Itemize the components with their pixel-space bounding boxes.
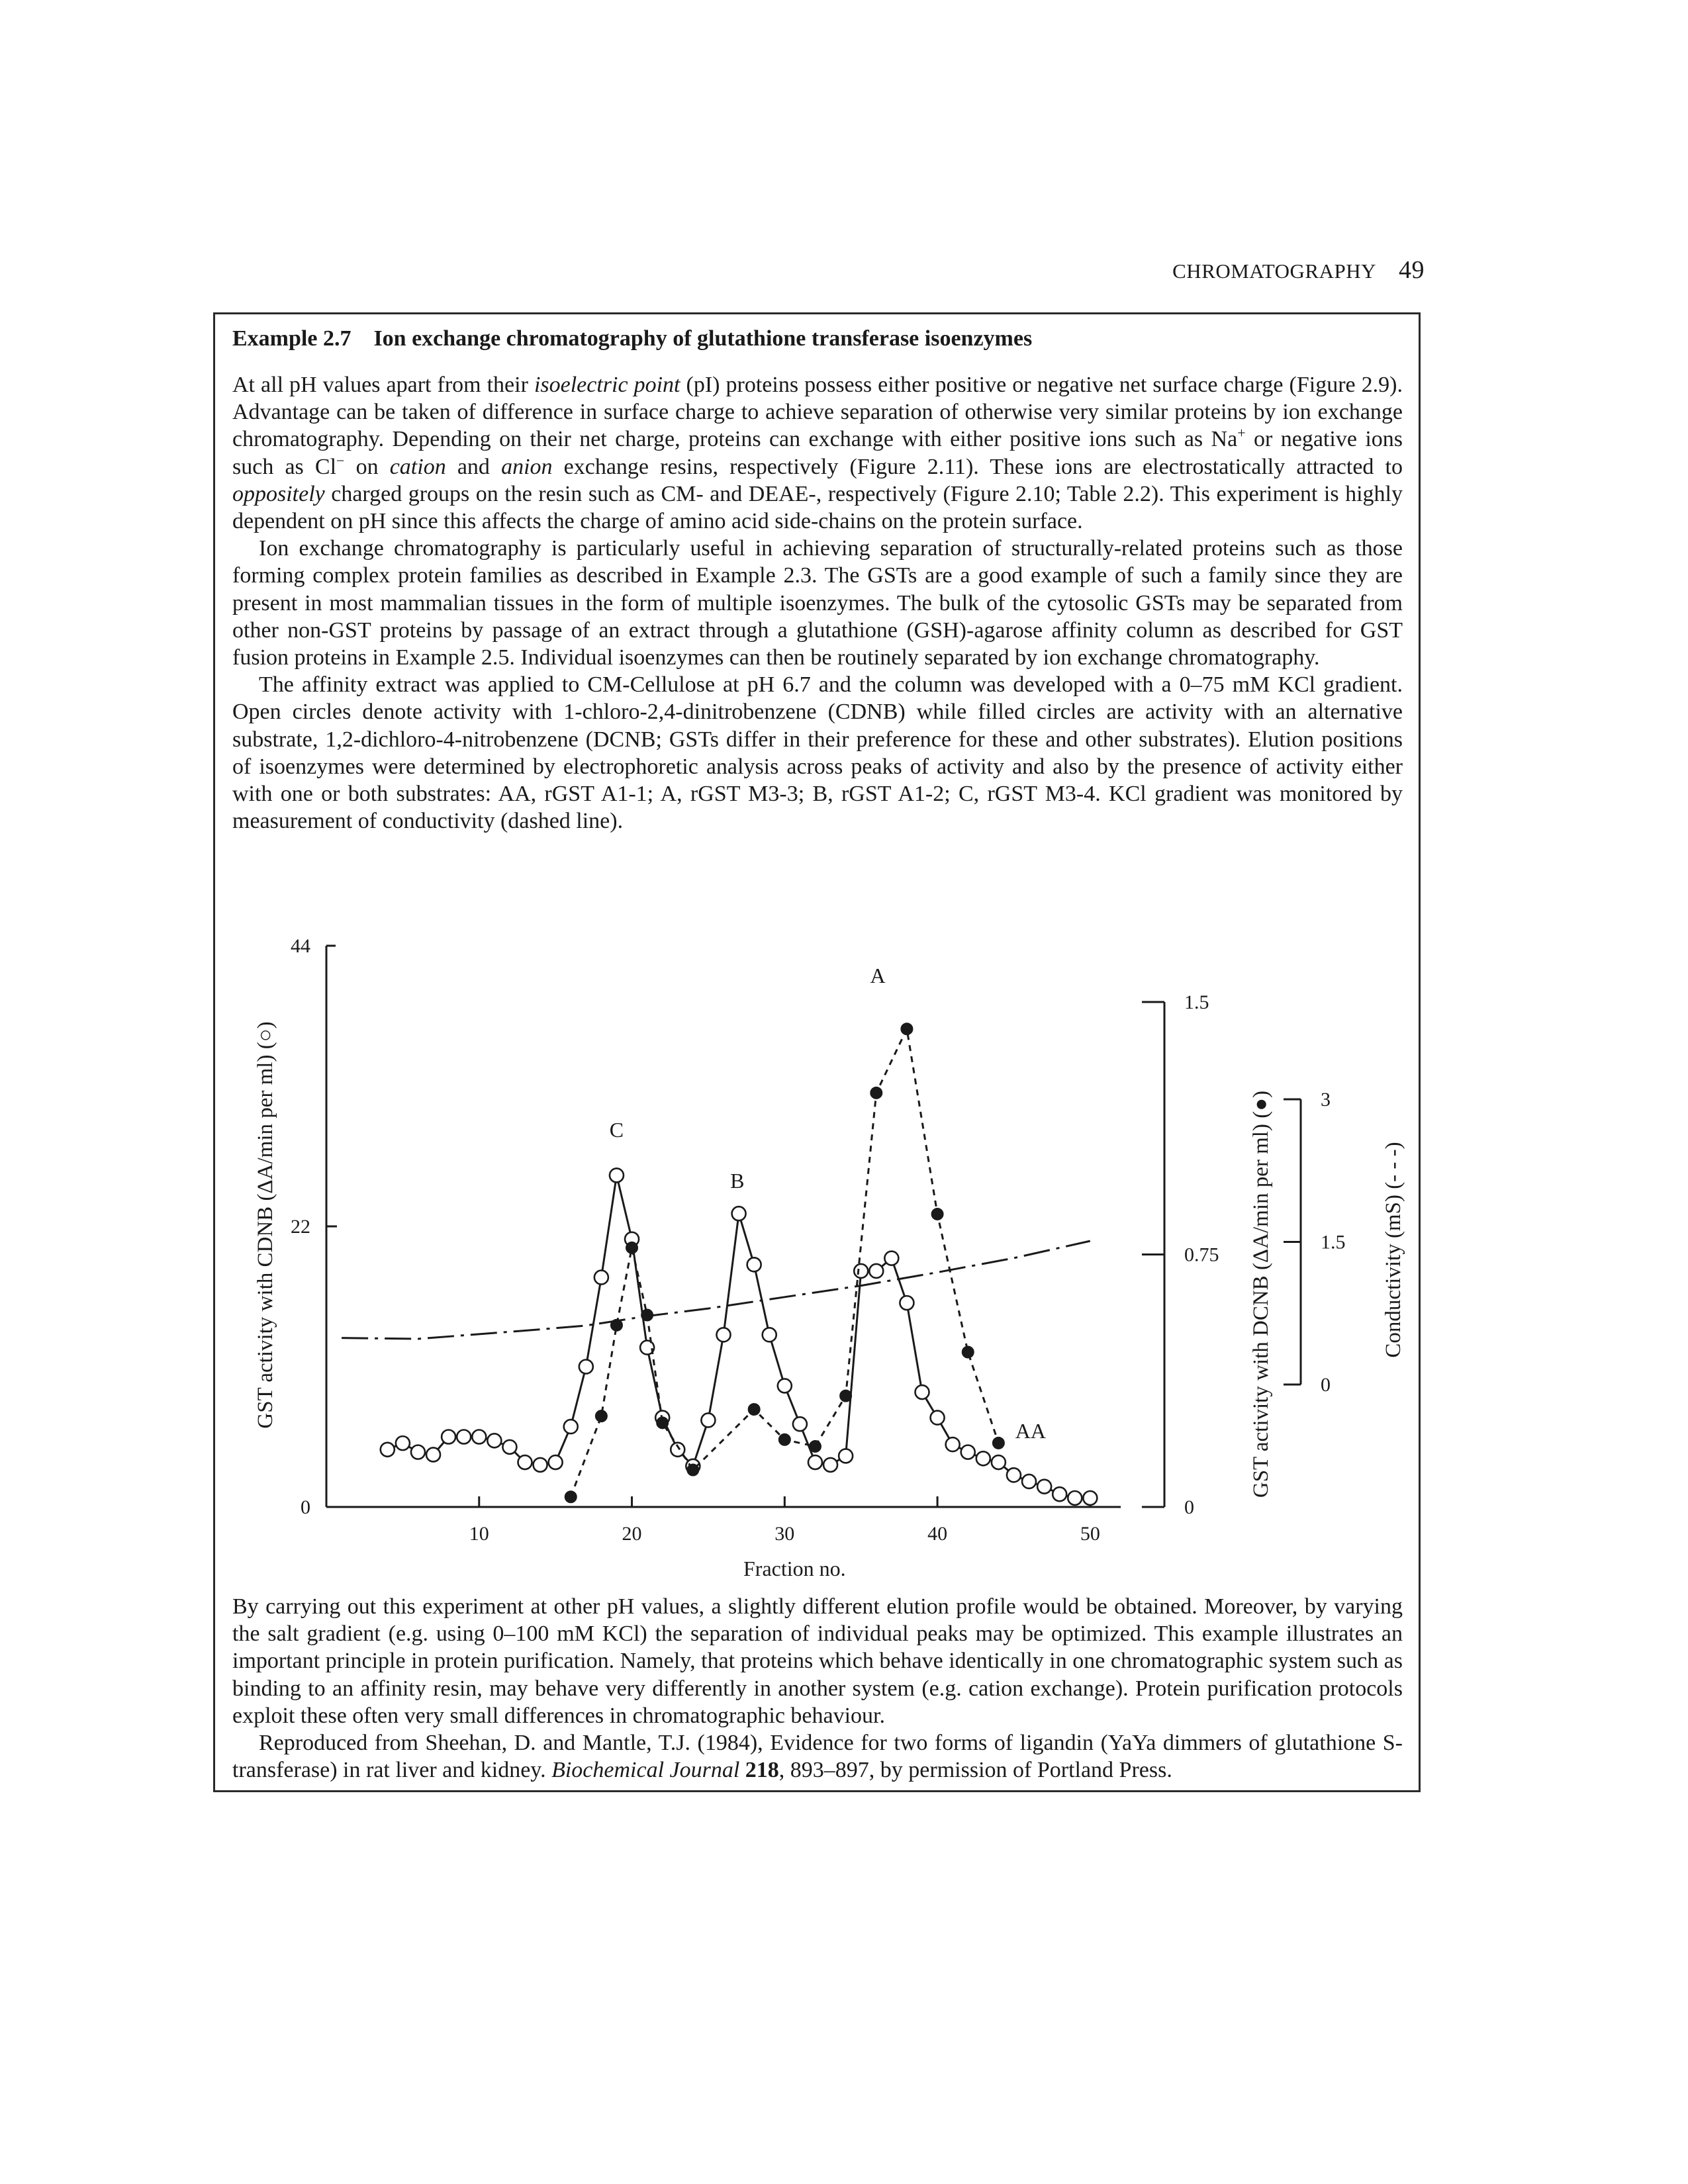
cdnb-open-point: [381, 1443, 395, 1457]
cdnb-open-point: [946, 1437, 960, 1451]
cdnb-open-point: [518, 1455, 532, 1469]
dcnb-filled-point: [809, 1440, 821, 1452]
cdnb-open-point: [411, 1445, 425, 1459]
cdnb-open-point: [457, 1430, 471, 1444]
left-y-tick-label: 44: [291, 935, 310, 957]
cdnb-open-point: [839, 1449, 853, 1463]
right-y-axis-label: GST activity with DCNB (ΔA/min per ml) (●): [1249, 1090, 1273, 1498]
cdnb-open-point: [594, 1271, 608, 1285]
cdnb-open-point: [778, 1379, 792, 1392]
dcnb-filled-point: [962, 1346, 974, 1358]
paragraph: Reproduced from Sheehan, D. and Mantle, T.J. (1984), Evidence for two forms of ligandin (YaYa dimmers of glutathione S-transferase) in rat liver and kidney. Biochemical Journal 218, 893–897, by permission of Portland Press.: [232, 1731, 1403, 1783]
cdnb-open-point: [534, 1458, 547, 1472]
cdnb-open-point: [915, 1385, 929, 1399]
cdnb-open-point: [1068, 1491, 1082, 1505]
cdnb-open-point: [747, 1257, 761, 1271]
dcnb-filled-point: [840, 1390, 852, 1402]
cdnb-open-point: [1053, 1487, 1066, 1501]
right-y-tick-label: 0: [1184, 1496, 1194, 1518]
dcnb-filled-point: [931, 1208, 943, 1220]
conductivity-tick-label: 0: [1321, 1374, 1331, 1396]
dcnb-filled-point: [778, 1433, 790, 1445]
dcnb-filled-point: [992, 1437, 1004, 1449]
left-y-tick-label: 22: [291, 1216, 310, 1238]
dcnb-filled-point: [748, 1403, 760, 1415]
conductivity-tick-label: 3: [1321, 1089, 1331, 1111]
dcnb-filled-point: [657, 1417, 669, 1429]
x-tick-label: 40: [927, 1523, 948, 1545]
cdnb-open-point: [579, 1360, 593, 1374]
example-title: Ion exchange chromatography of glutathione transferase isoenzymes: [373, 326, 1033, 351]
paragraph: At all pH values apart from their isoelectric point (pI) proteins possess either positive or negative net surface charge (Figure 2.9). Advantage can be taken of difference in surface charge to achieve separation of otherwise very similar proteins by ion exchange chromatography. Depending on their net charge, proteins can exchange with either positive ions such as Na+ or negative ions such as Cl− on cation and anion exchange resins, respectively (Figure 2.11). These ions are electrostatically attracted to oppositely charged groups on the resin such as CM- and DEAE-, respectively (Figure 2.10; Table 2.2). This experiment is highly dependent on pH since this affects the charge of amino acid side-chains on the protein surface.: [232, 373, 1403, 534]
paragraph: The affinity extract was applied to CM-Cellulose at pH 6.7 and the column was developed with a 0–75 mM KCl gradient. Open circles denote activity with 1-chloro-2,4-dinitrobenzene (CDNB) while filled circles are activity with an alternative substrate, 1,2-dichloro-4-nitrobenzene (DCNB; GSTs differ in their preference for these and other substrates). Elution positions of isoenzymes were determined by electrophoretic analysis across peaks of activity and also by the presence of activity either with one or both substrates: AA, rGST A1-1; A, rGST M3-3; B, rGST A1-2; C, rGST M3-4. KCl gradient was monitored by measurement of conductivity (dashed line).: [232, 672, 1403, 834]
left-y-axis-label: GST activity with CDNB (ΔA/min per ml) (○): [254, 1021, 277, 1429]
cdnb-open-point: [931, 1411, 945, 1425]
cdnb-open-point: [763, 1328, 776, 1342]
cdnb-open-point: [564, 1420, 578, 1433]
cdnb-open-point: [472, 1430, 486, 1444]
cdnb-open-point: [884, 1251, 898, 1265]
cdnb-open-point: [1083, 1491, 1097, 1505]
cdnb-open-point: [487, 1433, 501, 1447]
cdnb-open-point: [961, 1445, 975, 1459]
x-tick-label: 30: [774, 1523, 795, 1545]
cdnb-open-point: [1037, 1480, 1051, 1494]
cdnb-open-point: [426, 1447, 440, 1461]
cdnb-open-point: [717, 1328, 731, 1342]
cdnb-open-point: [808, 1455, 822, 1469]
cdnb-open-point: [502, 1440, 516, 1454]
example-box: [213, 312, 1421, 1792]
cdnb-open-point: [1007, 1468, 1021, 1482]
running-head-section: CHROMATOGRAPHY: [1172, 259, 1376, 283]
dcnb-filled-point: [870, 1087, 882, 1099]
peak-label: B: [730, 1169, 745, 1193]
cdnb-open-point: [823, 1458, 837, 1472]
cdnb-open-point: [869, 1264, 883, 1278]
conductivity-line: [342, 1241, 1090, 1339]
cdnb-open-point: [976, 1451, 990, 1465]
dcnb-filled-point: [687, 1464, 699, 1476]
example-discussion-text: [232, 1593, 1403, 1784]
cdnb-open-point: [549, 1455, 563, 1469]
dcnb-filled-point: [595, 1410, 607, 1422]
x-tick-label: 50: [1080, 1523, 1100, 1545]
x-tick-label: 20: [622, 1523, 642, 1545]
cdnb-open-point: [854, 1264, 868, 1278]
dcnb-filled-point: [565, 1491, 577, 1503]
peak-label: C: [609, 1118, 624, 1142]
conductivity-tick-label: 1.5: [1321, 1231, 1346, 1253]
right-y-tick-label: 1.5: [1184, 991, 1209, 1013]
elution-profile-chart: [215, 314, 1423, 1592]
dcnb-filled-point: [901, 1023, 913, 1035]
cdnb-open-point: [900, 1296, 914, 1310]
peak-label: A: [870, 963, 886, 987]
peak-label: AA: [1015, 1418, 1046, 1443]
dcnb-filled-point: [626, 1242, 638, 1253]
example-number: Example 2.7: [232, 326, 352, 351]
page-number: 49: [1399, 256, 1425, 284]
cdnb-open-point: [1022, 1475, 1036, 1488]
paragraph: By carrying out this experiment at other pH values, a slightly different elution profile would be obtained. Moreover, by varying the salt gradient (e.g. using 0–100 mM KCl) the separation of individual peaks may be optimized. This example illustrates an important principle in protein purification. Namely, that proteins which behave identically in one chromatographic system such as binding to an affinity resin, may behave very differently in another system (e.g. cation exchange). Protein purification protocols exploit these often very small differences in chromatographic behaviour.: [232, 1594, 1403, 1728]
left-y-tick-label: 0: [301, 1496, 310, 1518]
cdnb-open-point: [442, 1430, 455, 1444]
cdnb-open-point: [992, 1455, 1006, 1469]
x-axis-label: Fraction no.: [743, 1557, 846, 1580]
cdnb-open-point: [396, 1436, 410, 1450]
paragraph: Ion exchange chromatography is particularly useful in achieving separation of structurally-related proteins such as those forming complex protein families as described in Example 2.3. The GSTs are a good example of such a family since they are present in most mammalian tissues in the form of multiple isoenzymes. The bulk of the cytosolic GSTs may be separated from other non-GST proteins by passage of an extract through a glutathione (GSH)-agarose affinity column as described for GST fusion proteins in Example 2.5. Individual isoenzymes can then be routinely separated by ion exchange chromatography.: [232, 536, 1403, 670]
x-tick-label: 10: [469, 1523, 489, 1545]
dcnb-activity-line: [571, 1029, 998, 1497]
right-y-tick-label: 0.75: [1184, 1244, 1219, 1266]
cdnb-open-point: [701, 1413, 715, 1427]
running-head: [1172, 255, 1425, 285]
cdnb-activity-line: [387, 1175, 1090, 1498]
cdnb-open-point: [732, 1206, 746, 1220]
conductivity-axis-label: Conductivity (mS) (- - -): [1382, 1142, 1405, 1358]
cdnb-open-point: [610, 1168, 624, 1182]
cdnb-open-point: [793, 1417, 807, 1431]
